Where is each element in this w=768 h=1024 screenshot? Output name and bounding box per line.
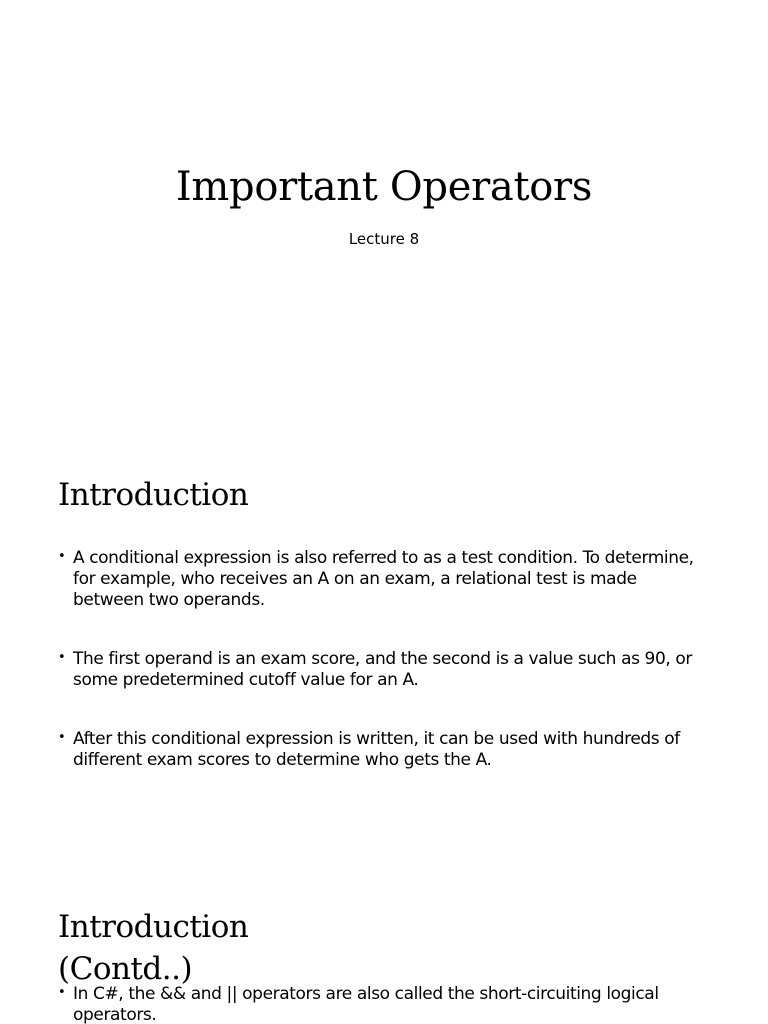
bullet-text: After this conditional expression is written, it can be used with hundreds of different exam scores to determine who gets the A. — [73, 729, 680, 770]
bullet-text: The first operand is an exam score, and the second is a value such as 90, or some predetermined cutoff value for an A. — [73, 649, 692, 690]
bullet-item — [58, 649, 708, 691]
slide-title: Important Operators — [175, 164, 593, 210]
bullet-dot-icon: • — [58, 549, 66, 564]
bullet-list — [58, 984, 708, 1024]
bullet-list — [58, 548, 708, 809]
bullet-dot-icon: • — [58, 650, 66, 665]
bullet-text: A conditional expression is also referred to as a test condition. To determine, for example, who receives an A on an exam, a relational test is made between two operands. — [73, 548, 694, 610]
slide-heading: Introduction (Contd..) — [58, 909, 249, 987]
bullet-text: In C#, the && and || operators are also called the short-circuiting logical operators. — [73, 984, 659, 1024]
introduction-slide — [0, 432, 768, 864]
introduction-contd-slide — [0, 864, 768, 1024]
bullet-dot-icon: • — [58, 730, 66, 745]
slide-subtitle: Lecture 8 — [348, 230, 420, 248]
bullet-dot-icon: • — [58, 985, 66, 1000]
bullet-item — [58, 548, 708, 611]
bullet-item — [58, 729, 708, 771]
title-slide — [0, 0, 768, 432]
bullet-item — [58, 984, 708, 1024]
slide-heading: Introduction — [58, 477, 249, 513]
